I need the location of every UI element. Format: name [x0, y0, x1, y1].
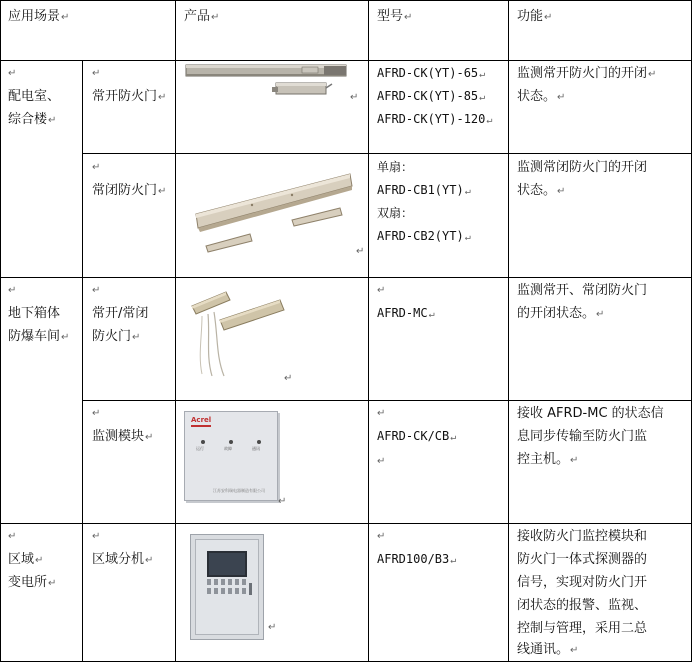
row1-model-1: AFRD-CK(YT)-65↵: [377, 66, 486, 80]
scene3-mark: ↵: [8, 531, 17, 542]
scene2-line1: 地下箱体: [8, 306, 61, 321]
row2-model-3: 双扇：: [377, 206, 414, 220]
door-closer-mark: ↵: [350, 92, 359, 103]
grid-h-row4: [0, 523, 692, 524]
grid-h-row1: [82, 153, 692, 154]
scene2-line2: 防爆车间↵: [8, 329, 70, 344]
zone-unit-keys: [207, 579, 247, 585]
door-sensor-strip-image: [192, 162, 364, 258]
row1-model-2: AFRD-CK(YT)-85↵: [377, 89, 486, 103]
row4-product: 监测模块↵: [92, 429, 154, 444]
row2-product-mark: ↵: [92, 162, 101, 173]
magnetic-sensor-mark: ↵: [284, 373, 293, 384]
led-run: [201, 440, 205, 444]
zone-unit-image: [190, 534, 264, 640]
grid-h-header: [0, 60, 692, 61]
row3-function-2: 的开闭状态。↵: [517, 306, 605, 321]
row5-product: 区域分机↵: [92, 552, 154, 567]
row2-product: 常闭防火门↵: [92, 183, 167, 198]
row2-model-2: AFRD-CB1(YT)↵: [377, 183, 471, 197]
led-label-run: 运行: [196, 446, 204, 451]
grid-h-row3: [82, 400, 692, 401]
zone-unit-handle: [249, 583, 252, 595]
row5-model-mark: ↵: [377, 531, 386, 542]
grid-h-bottom: [0, 661, 692, 662]
zone-unit-mark: ↵: [268, 622, 277, 633]
row5-function-3: 信号，实现对防火门开: [517, 575, 648, 590]
row5-function-4: 闭状态的报警、监视、: [517, 598, 648, 613]
device-company-label: 江苏安科瑞电器制造有限公司: [213, 488, 265, 493]
row5-function-2: 防火门一体式探测器的: [517, 552, 648, 567]
grid-h-top: [0, 0, 692, 1]
scene1-line2: 综合楼↵: [8, 112, 57, 127]
led-fault: [229, 440, 233, 444]
row3-product-1: 常开/常闭: [92, 306, 149, 321]
row4-function-2: 息同步传输至防火门监: [517, 429, 648, 444]
row1-product: 常开防火门↵: [92, 89, 167, 104]
header-model: 型号↵: [377, 9, 413, 24]
zone-unit-screen: [207, 551, 247, 577]
row3-product-2: 防火门↵: [92, 329, 141, 344]
magnetic-sensor-image: [184, 286, 294, 382]
grid-v-2: [175, 0, 176, 662]
grid-v-0: [0, 0, 1, 662]
monitor-module-mark: ↵: [278, 496, 287, 507]
row2-model-4: AFRD-CB2(YT)↵: [377, 229, 471, 243]
led-label-comm: 通讯: [252, 446, 260, 451]
grid-v-3: [368, 0, 369, 662]
row3-model: AFRD-MC↵: [377, 306, 435, 320]
led-comm: [257, 440, 261, 444]
header-function: 功能↵: [517, 9, 553, 24]
row3-model-mark: ↵: [377, 285, 386, 296]
grid-v-4: [508, 0, 509, 662]
scene2-mark: ↵: [8, 285, 17, 296]
row4-model: AFRD-CK/CB↵: [377, 429, 457, 443]
door-sensor-strip-mark: ↵: [356, 246, 365, 257]
row1-function-2: 状态。↵: [517, 89, 566, 104]
door-closer-image: [184, 63, 364, 103]
row2-function-1: 监测常闭防火门的开闭: [517, 160, 648, 175]
row5-product-mark: ↵: [92, 531, 101, 542]
row5-function-1: 接收防火门监控模块和: [517, 529, 648, 544]
grid-v-1: [82, 60, 83, 662]
header-scene: 应用场景↵: [8, 9, 70, 24]
scene3-line1: 区域↵: [8, 552, 44, 567]
grid-h-row2: [0, 277, 692, 278]
device-brand-label: Acrel: [191, 416, 212, 424]
row3-product-mark: ↵: [92, 285, 101, 296]
row4-product-mark: ↵: [92, 408, 101, 419]
row3-function-1: 监测常开、常闭防火门: [517, 283, 648, 298]
row1-product-mark: ↵: [92, 68, 101, 79]
row2-model-1: 单扇：: [377, 160, 414, 174]
row1-model-3: AFRD-CK(YT)-120↵: [377, 112, 493, 126]
row5-model: AFRD100/B3↵: [377, 552, 457, 566]
row4-model-mark-b: ↵: [377, 456, 386, 467]
header-product: 产品↵: [184, 9, 220, 24]
row1-function-1: 监测常开防火门的开闭↵: [517, 66, 657, 81]
led-label-fault: 故障: [224, 446, 232, 451]
scene1-line1: 配电室、: [8, 89, 61, 104]
monitor-module-image: [184, 411, 278, 501]
scene3-line2: 变电所↵: [8, 575, 57, 590]
row5-function-5: 控制与管理，采用二总: [517, 621, 648, 636]
scene1-mark: ↵: [8, 68, 17, 79]
row4-function-3: 控主机。↵: [517, 452, 579, 467]
zone-unit-keys-2: [207, 588, 247, 594]
row4-model-mark-a: ↵: [377, 408, 386, 419]
device-brand-bar: [191, 425, 211, 427]
row2-function-2: 状态。↵: [517, 183, 566, 198]
row4-function-1: 接收 AFRD-MC 的状态信: [517, 406, 664, 421]
row5-function-6: 线通讯。↵: [517, 642, 579, 657]
